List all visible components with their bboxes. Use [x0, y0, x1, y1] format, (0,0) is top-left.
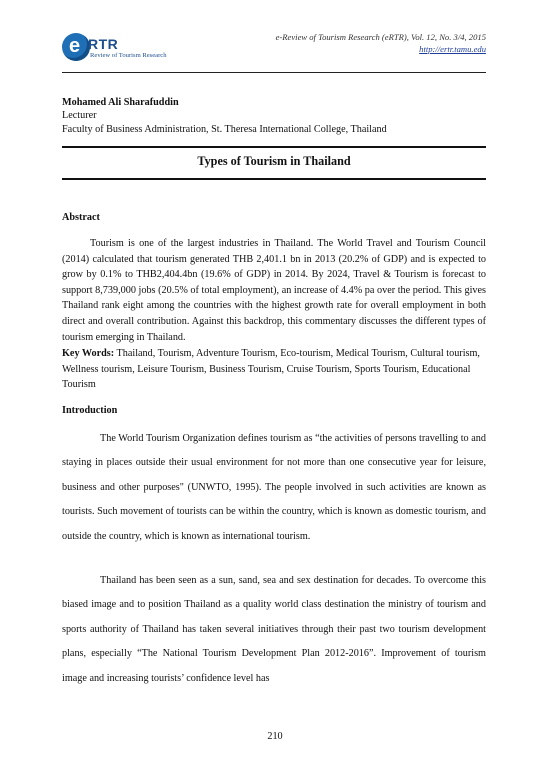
abstract-text: Tourism is one of the largest industries in Thailand. The World Travel and Tourism Council (2014) calculated that tourism generated THB 2,401.1 bn in 2013 (20.2% of GDP) and is expected to grow by 0.1% to THB2,404.4bn (19.6% of GDP) in 2014. By 2024, Travel & Tourism is forecast to support 8,739,000 jobs (20.5% of total employment), an increase of 4.4% pa over the period. This gives Thailand rank eight among the countries with the highest growth rate for overall employment in both direct and overall contribution. Against this backdrop, this commentary discusses the different types of tourism emerging in Thailand. — [62, 238, 486, 343]
keywords-text: Thailand, Tourism, Adventure Tourism, Eco-tourism, Medical Tourism, Cultural tourism, Wellness tourism, Leisure Tourism, Business Tourism, Cruise Tourism, Sports Tourism, Educational Tourism — [62, 348, 480, 391]
title-rule-bottom — [62, 178, 486, 180]
ertr-logo — [62, 33, 182, 65]
author-block — [62, 96, 486, 136]
journal-citation: e-Review of Tourism Research (eRTR), Vol. 12, No. 3/4, 2015 — [275, 32, 486, 42]
journal-url-link[interactable]: http://ertr.tamu.edu — [419, 44, 486, 54]
logo-brand-text: RTR — [88, 36, 119, 52]
keywords — [62, 346, 486, 393]
page-number: 210 — [267, 731, 283, 742]
paper-title: Types of Tourism in Thailand — [197, 154, 351, 168]
title-rule-top — [62, 146, 486, 148]
author-name: Mohamed Ali Sharafuddin — [62, 97, 179, 108]
author-affiliation: Faculty of Business Administration, St. Theresa International College, Thailand — [62, 123, 387, 135]
intro-paragraph-2: Thailand has been seen as a sun, sand, sea and sex destination for decades. To overcome this biased image and to position Thailand as a quality world class destination the ministry of tourism and sports authority of Thailand has taken several initiatives through their past two tourism development plans, especially “The National Tourism Development Plan 2012-2016”. Improvement of tourism image and increasing tourists’ confidence level has — [62, 575, 486, 684]
logo-letter: e — [69, 35, 81, 57]
logo-subtitle: Review of Tourism Research — [90, 52, 167, 59]
header-divider — [62, 72, 486, 73]
abstract-heading: Abstract — [62, 212, 100, 223]
intro-paragraph-1: The World Tourism Organization defines tourism as “the activities of persons travelling to and staying in places outside their usual environment for not more than one consecutive year for leisure, business and other purposes" (UNWTO, 1995). The people involved in such activities are known as tourists. Such movement of tourists can be within the country, which is known as domestic tourism, and outside the country, which is known as international tourism. — [62, 433, 486, 542]
introduction-heading: Introduction — [62, 405, 118, 416]
author-role: Lecturer — [62, 110, 97, 122]
logo-globe-icon — [62, 33, 90, 61]
keywords-label: Key Words: — [62, 348, 115, 359]
